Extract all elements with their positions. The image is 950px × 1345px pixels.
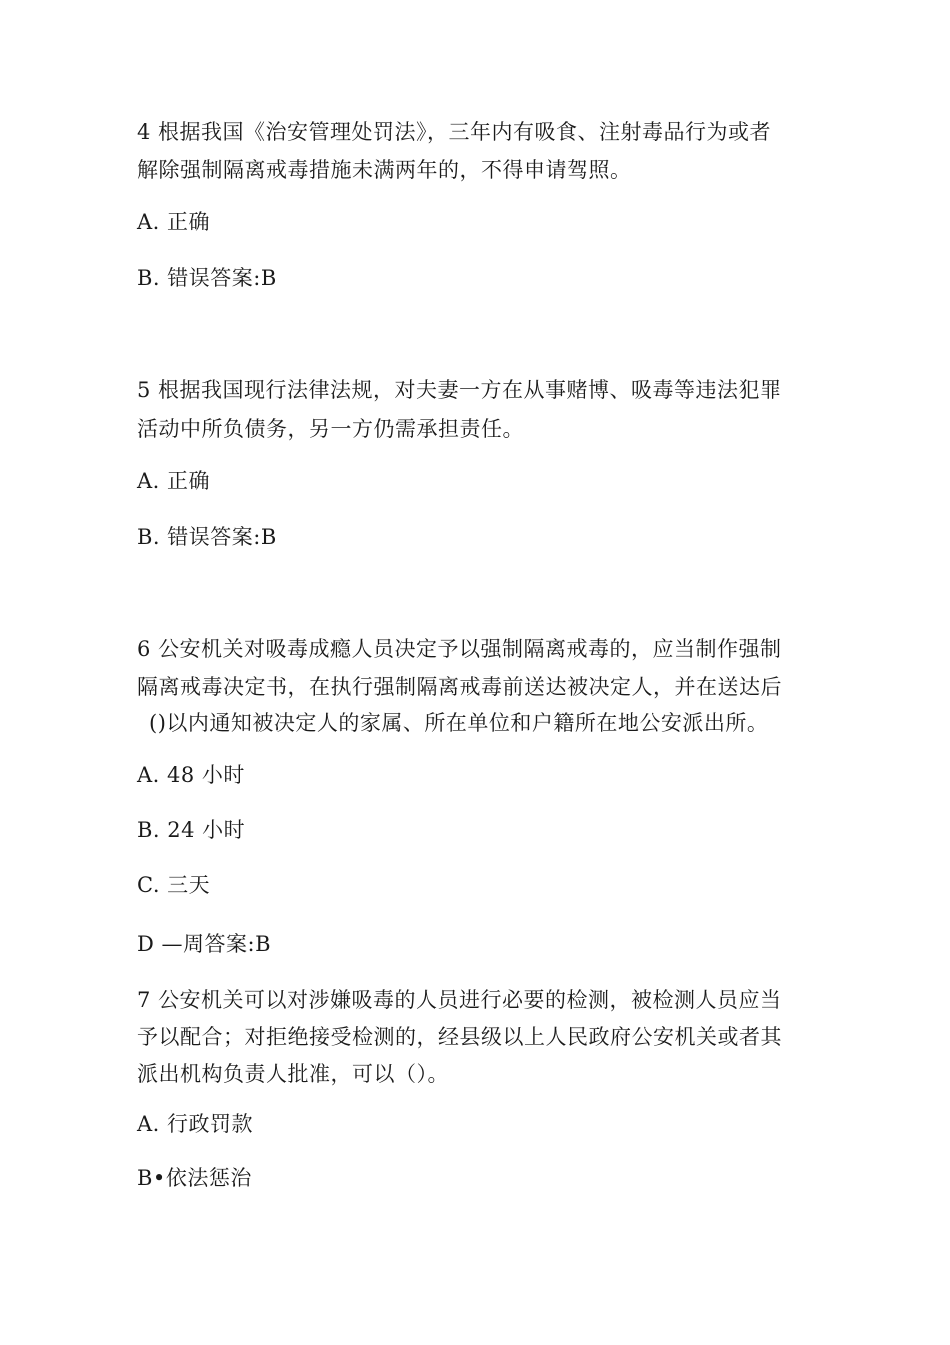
question-6-option-d: D —周答案:B	[137, 932, 272, 956]
question-6-option-b: B. 24 小时	[137, 818, 246, 842]
question-5-line-1: 5 根据我国现行法律法规，对夫妻一方在从事赌博、吸毒等违法犯罪	[137, 378, 782, 402]
question-7-line-3: 派出机构负责人批准，可以（）。	[137, 1062, 449, 1086]
question-6-line-2: 隔离戒毒决定书，在执行强制隔离戒毒前送达被决定人，并在送达后	[137, 675, 782, 699]
question-4-option-b: B. 错误答案:B	[137, 266, 277, 290]
question-7-line-1: 7 公安机关可以对涉嫌吸毒的人员进行必要的检测，被检测人员应当	[137, 988, 782, 1012]
question-4-line-1: 4 根据我国《治安管理处罚法》，三年内有吸食、注射毒品行为或者	[137, 120, 772, 144]
question-6-option-a: A. 48 小时	[137, 763, 245, 787]
question-4-option-a: A. 正确	[137, 210, 211, 234]
question-5-option-a: A. 正确	[137, 469, 211, 493]
question-6-line-1: 6 公安机关对吸毒成瘾人员决定予以强制隔离戒毒的，应当制作强制	[137, 637, 782, 661]
question-5-option-b: B. 错误答案:B	[137, 525, 277, 549]
question-6-option-c: C. 三天	[137, 873, 211, 897]
question-4-line-2: 解除强制隔离戒毒措施未满两年的，不得申请驾照。	[137, 158, 632, 182]
question-7-option-b: B•依法惩治	[137, 1166, 252, 1190]
question-5-line-2: 活动中所负债务，另一方仍需承担责任。	[137, 417, 524, 441]
question-7-line-2: 予以配合；对拒绝接受检测的，经县级以上人民政府公安机关或者其	[137, 1025, 782, 1049]
question-6-line-3: ()以内通知被决定人的家属、所在单位和户籍所在地公安派出所。	[149, 711, 769, 735]
question-7-option-a: A. 行政罚款	[137, 1112, 254, 1136]
